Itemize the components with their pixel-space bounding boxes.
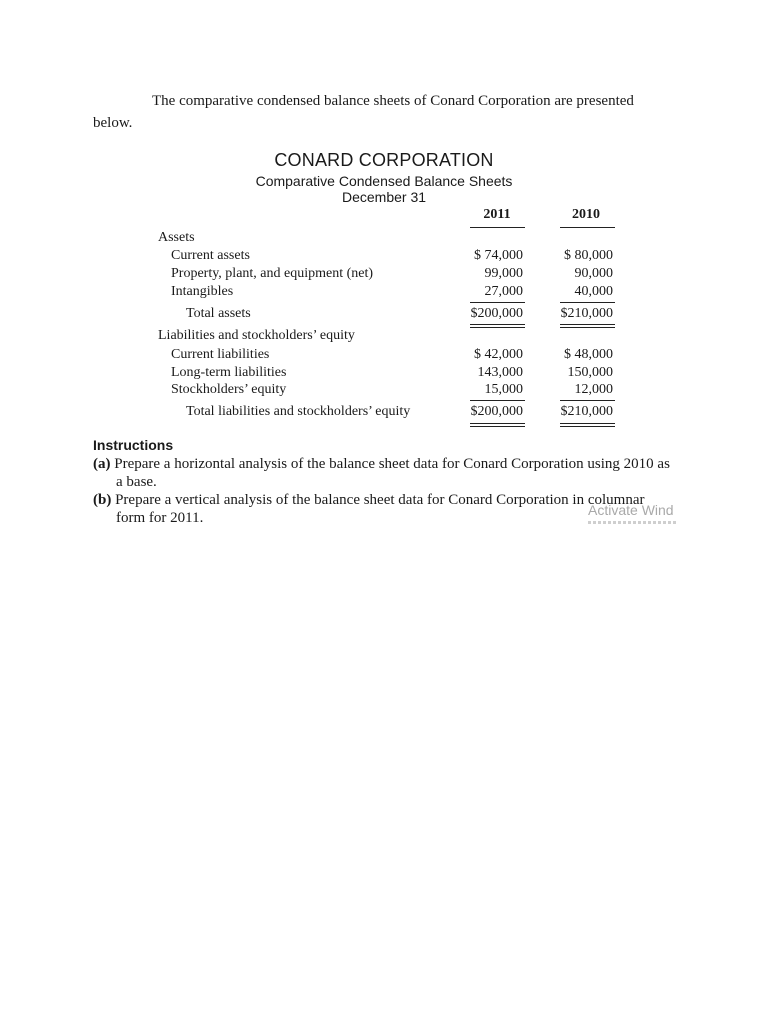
value-current-liabilities-2011: $ 42,000 (474, 347, 523, 362)
intro-text-line2: below. (93, 115, 133, 131)
instruction-a-text: Prepare a horizontal analysis of the balance sheet data for Conard Corporation using 2010 as (114, 456, 670, 472)
instruction-b-line1 (93, 492, 644, 509)
row-label-total-liabilities-equity: Total liabilities and stockholders’ equity (186, 404, 411, 419)
column-header-2011: 2011 (483, 207, 511, 222)
intro-text-line1: The comparative condensed balance sheets of Conard Corporation are presented (152, 93, 634, 109)
value-stockholders-equity-2011: 15,000 (484, 382, 523, 397)
double-rule-assets-2010-a (560, 324, 615, 325)
column-header-underline-2011 (470, 227, 525, 228)
subtotal-rule-assets-2011 (470, 302, 525, 303)
value-intangibles-2011: 27,000 (484, 284, 523, 299)
row-label-current-assets: Current assets (171, 248, 250, 263)
value-ppe-2011: 99,000 (484, 266, 523, 281)
value-intangibles-2010: 40,000 (574, 284, 613, 299)
row-label-total-assets: Total assets (186, 306, 251, 321)
value-current-liabilities-2010: $ 48,000 (564, 347, 613, 362)
double-rule-liabilities-2011-a (470, 423, 525, 424)
double-rule-assets-2011-a (470, 324, 525, 325)
statement-title: Comparative Condensed Balance Sheets (255, 173, 513, 189)
double-rule-assets-2010-b (560, 327, 615, 328)
company-name: CONARD CORPORATION (274, 150, 494, 170)
subtotal-rule-assets-2010 (560, 302, 615, 303)
value-total-liabilities-equity-2011: $200,000 (470, 404, 523, 419)
double-rule-liabilities-2011-b (470, 426, 525, 427)
assets-heading: Assets (158, 230, 195, 245)
value-long-term-liabilities-2011: 143,000 (477, 365, 523, 380)
double-rule-liabilities-2010-b (560, 426, 615, 427)
value-stockholders-equity-2010: 12,000 (574, 382, 613, 397)
instruction-a-line1 (93, 456, 670, 473)
value-current-assets-2011: $ 74,000 (474, 248, 523, 263)
liabilities-heading: Liabilities and stockholders’ equity (158, 328, 355, 343)
activate-windows-watermark: Activate Wind (588, 502, 674, 518)
watermark-subtext (588, 521, 676, 524)
subtotal-rule-liabilities-2010 (560, 400, 615, 401)
subtotal-rule-liabilities-2011 (470, 400, 525, 401)
value-total-assets-2010: $210,000 (560, 306, 613, 321)
value-current-assets-2010: $ 80,000 (564, 248, 613, 263)
column-header-underline-2010 (560, 227, 615, 228)
statement-date: December 31 (341, 189, 427, 205)
row-label-long-term-liabilities: Long-term liabilities (171, 365, 287, 380)
instruction-b-label: (b) (93, 492, 112, 508)
column-header-2010: 2010 (572, 207, 600, 222)
instruction-a-line2: a base. (116, 474, 157, 490)
value-total-liabilities-equity-2010: $210,000 (560, 404, 613, 419)
double-rule-liabilities-2010-a (560, 423, 615, 424)
instruction-b-text: Prepare a vertical analysis of the balance sheet data for Conard Corporation in columnar (115, 492, 645, 508)
double-rule-assets-2011-b (470, 327, 525, 328)
instruction-a-label: (a) (93, 456, 111, 472)
instruction-b-line2: form for 2011. (116, 510, 204, 526)
row-label-stockholders-equity: Stockholders’ equity (171, 382, 287, 397)
row-label-ppe: Property, plant, and equipment (net) (171, 266, 374, 281)
row-label-current-liabilities: Current liabilities (171, 347, 270, 362)
instructions-heading: Instructions (93, 437, 174, 453)
row-label-intangibles: Intangibles (171, 284, 234, 299)
value-total-assets-2011: $200,000 (470, 306, 523, 321)
value-long-term-liabilities-2010: 150,000 (567, 365, 613, 380)
value-ppe-2010: 90,000 (574, 266, 613, 281)
